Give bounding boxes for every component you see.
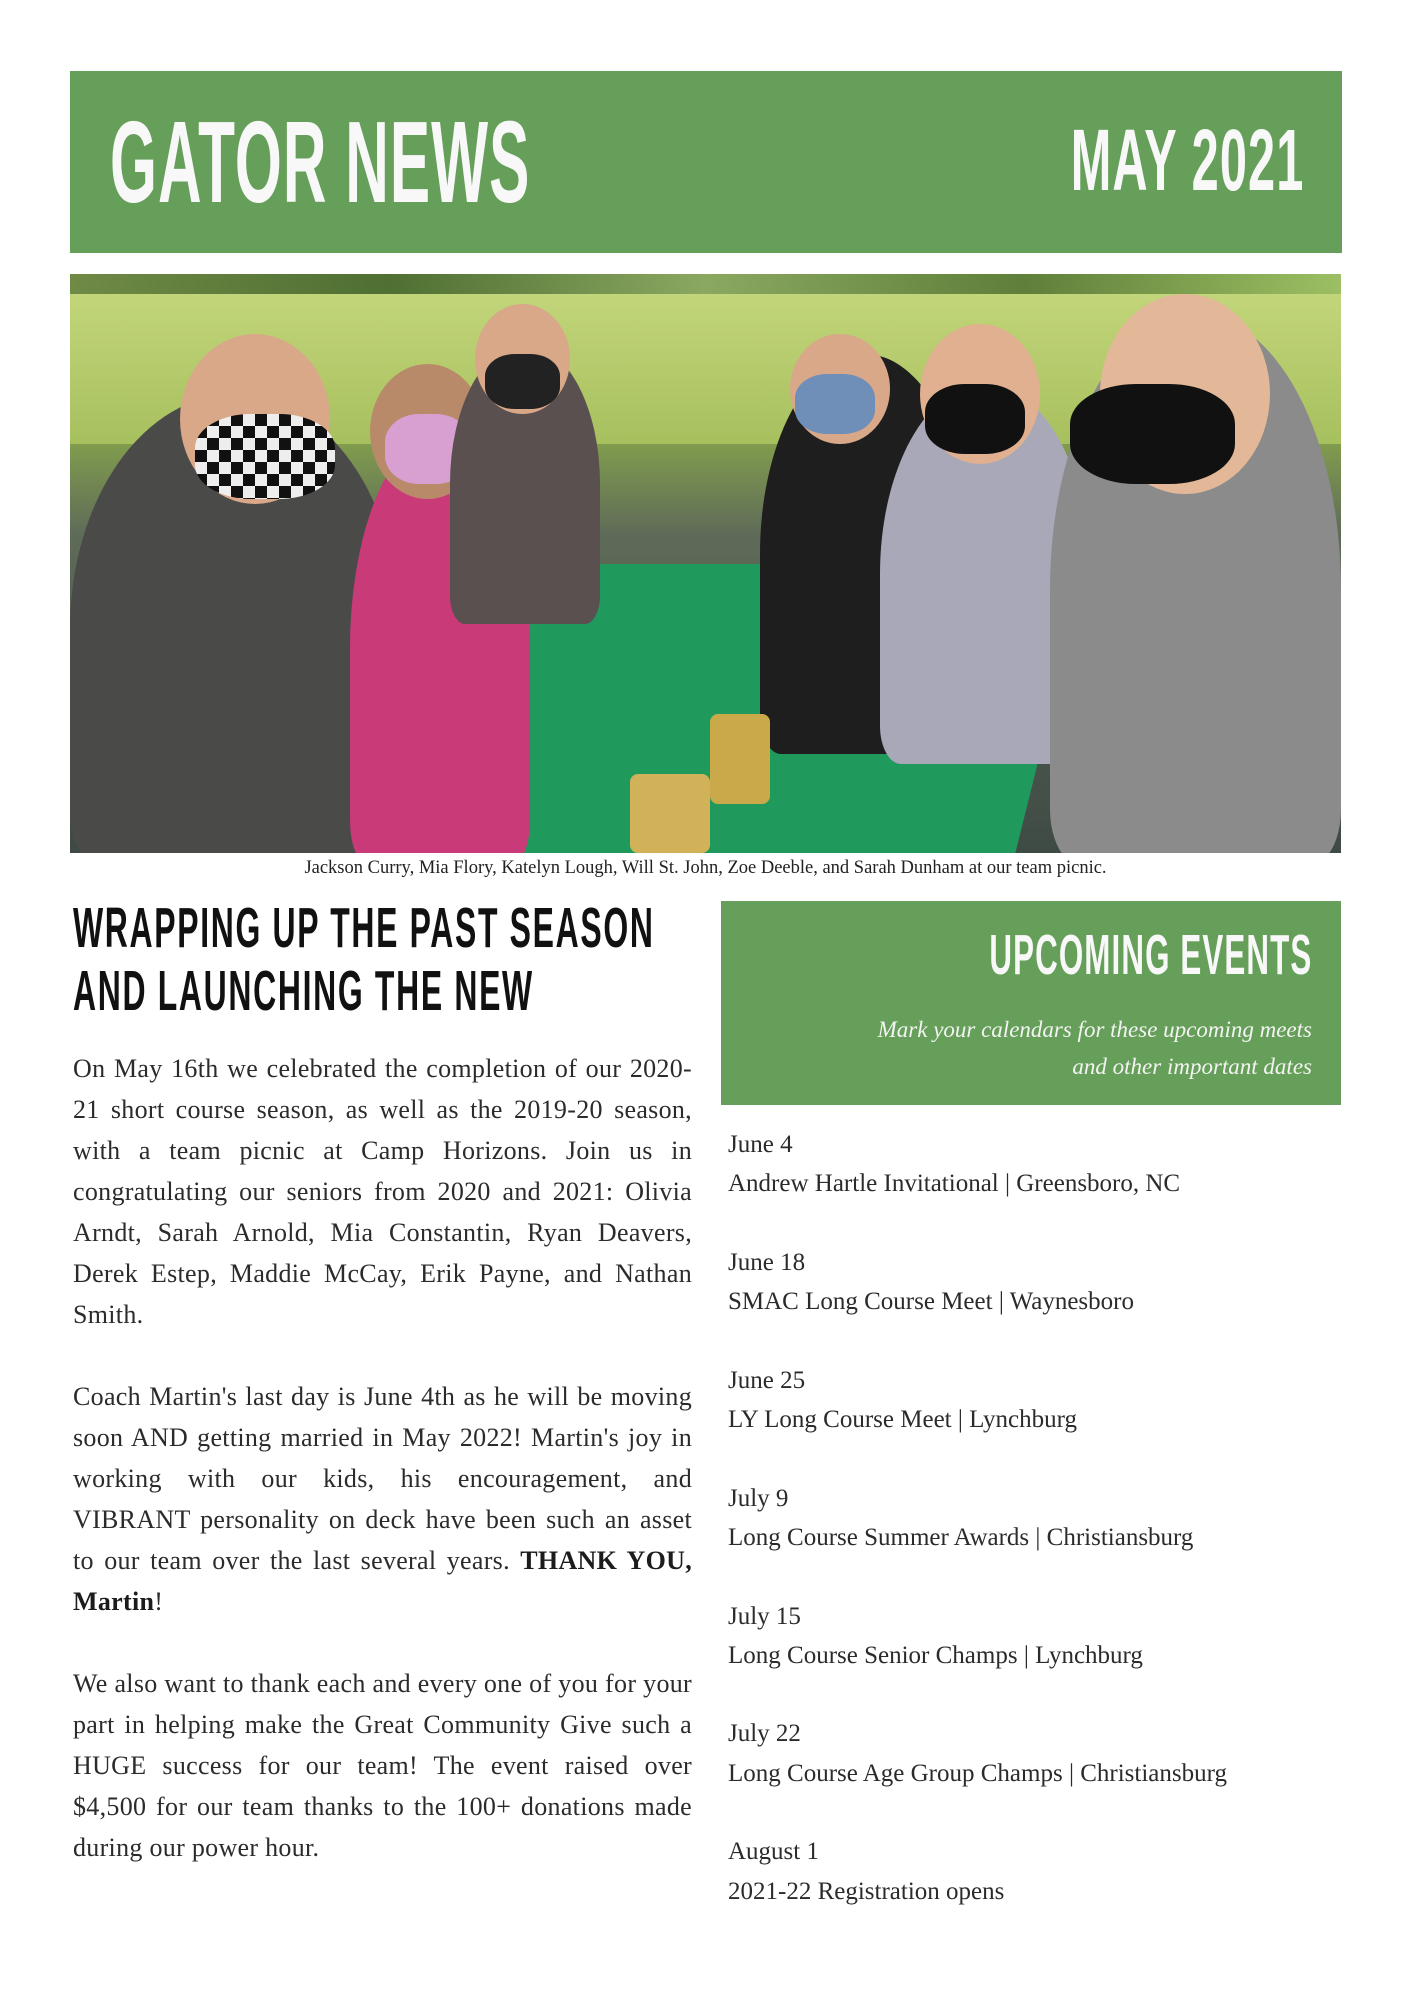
event-detail: Long Course Senior Champs | Lynchburg xyxy=(728,1641,1143,1669)
paragraph-2-end: ! xyxy=(154,1587,164,1616)
event-detail: Long Course Summer Awards | Christiansburg xyxy=(728,1523,1194,1551)
event-date: July 22 xyxy=(728,1720,801,1748)
article-paragraph-3: We also want to thank each and every one of you for your part in helping make the Great Community Give such a HUGE success for our team! The event raised over $4,500 for our team thanks to the 100+ donations made during our power hour. xyxy=(73,1669,692,1862)
headline-line-2: AND LAUNCHING THE NEW xyxy=(73,959,534,1023)
event-date: June 4 xyxy=(728,1131,793,1158)
headline-line-1: WRAPPING UP THE PAST SEASON xyxy=(73,896,655,960)
photo-mask-1 xyxy=(195,414,335,499)
masthead-title: GATOR NEWS xyxy=(110,97,531,227)
article-paragraph-1: On May 16th we celebrated the completion of our 2020-21 short course season, as well as the 2019-20 season, with a team picnic at Camp Horizons. Join us in congratulating our seniors from 2020 and 2021: Olivia Arndt, Sarah Arnold, Mia Constantin, Ryan Deavers, Derek Estep, Maddie McCay, Erik Payne, and Nathan Smith. xyxy=(73,1054,692,1329)
photo-mask-3 xyxy=(485,354,560,409)
events-list xyxy=(728,1125,1340,1950)
event-item xyxy=(728,1597,1340,1676)
event-item xyxy=(728,1243,1340,1322)
event-date: June 18 xyxy=(728,1248,806,1276)
event-item xyxy=(728,1361,1340,1440)
article-body xyxy=(73,1048,692,1909)
events-title-wrap xyxy=(912,923,1312,987)
event-date: July 9 xyxy=(728,1484,789,1512)
event-date: June 25 xyxy=(728,1366,806,1394)
photo-cup xyxy=(710,714,770,804)
masthead-date: MAY 2021 xyxy=(1070,112,1304,209)
photo-mask-5 xyxy=(925,384,1025,454)
photo-caption: Jackson Curry, Mia Flory, Katelyn Lough, Will St. John, Zoe Deeble, and Sarah Dunham at our team picnic. xyxy=(304,858,1107,878)
photo-mask-4 xyxy=(795,374,875,434)
event-detail: Andrew Hartle Invitational | Greensboro, NC xyxy=(728,1170,1181,1198)
team-picnic-photo xyxy=(70,274,1341,853)
event-item xyxy=(728,1714,1340,1793)
event-date: August 1 xyxy=(728,1838,819,1866)
masthead-banner xyxy=(70,71,1342,253)
events-subtitle-line-2: and other important dates xyxy=(1072,1054,1312,1079)
event-item xyxy=(728,1479,1340,1558)
events-subtitle-line-1: Mark your calendars for these upcoming meets xyxy=(877,1017,1312,1042)
event-detail: 2021-22 Registration opens xyxy=(728,1877,1005,1905)
masthead-date-wrap xyxy=(884,112,1304,209)
article-headline xyxy=(73,897,693,1023)
events-title: UPCOMING EVENTS xyxy=(988,923,1312,987)
upcoming-events-header xyxy=(721,901,1341,1105)
event-item xyxy=(728,1125,1340,1204)
event-detail: SMAC Long Course Meet | Waynesboro xyxy=(728,1288,1134,1316)
event-detail: LY Long Course Meet | Lynchburg xyxy=(728,1406,1077,1434)
paragraph-2-text: Coach Martin's last day is June 4th as he will be moving soon AND getting married in May 2022! Martin's joy in working with our kids, his encouragement, and VIBRANT personality on deck have been such an asset to our team over the last several years. xyxy=(73,1382,692,1575)
photo-mask-6 xyxy=(1070,384,1235,484)
event-item xyxy=(728,1832,1340,1911)
event-date: July 15 xyxy=(728,1602,801,1630)
event-detail: Long Course Age Group Champs | Christiansburg xyxy=(728,1759,1227,1787)
thank-you-emphasis: THANK YOU, Martin xyxy=(73,1546,692,1616)
events-subtitle xyxy=(772,1011,1312,1085)
photo-cup xyxy=(630,774,710,853)
article-paragraph-2 xyxy=(73,1376,692,1622)
